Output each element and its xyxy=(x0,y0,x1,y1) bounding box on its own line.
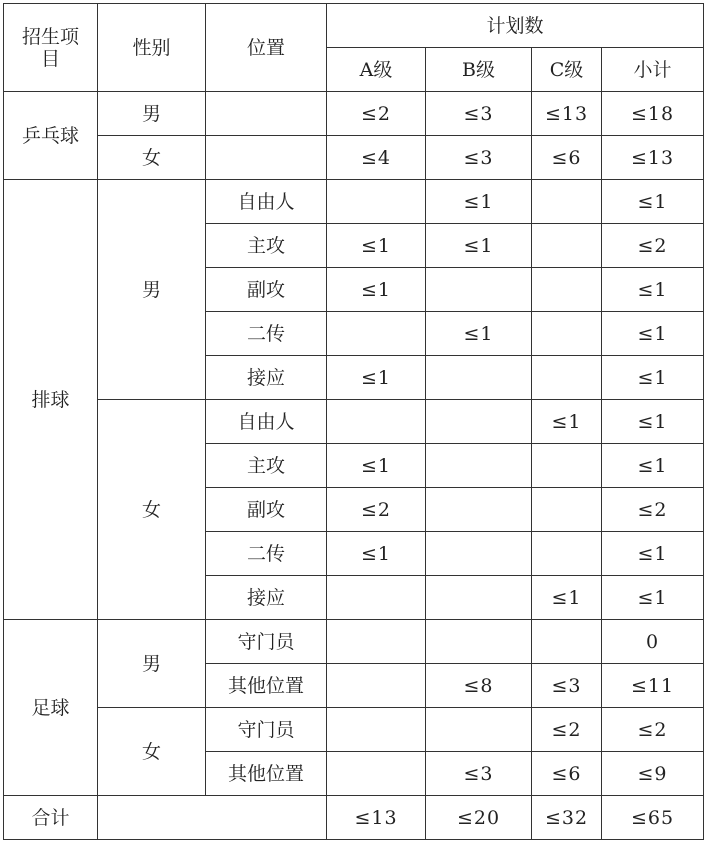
level-c-cell: ≤6 xyxy=(532,752,602,796)
gender-cell: 女 xyxy=(98,708,206,796)
subtotal-cell: ≤1 xyxy=(602,180,704,224)
subtotal-cell: ≤1 xyxy=(602,400,704,444)
header-project: 招生项目 xyxy=(4,4,98,92)
table-row xyxy=(4,136,704,180)
subtotal-cell: ≤2 xyxy=(602,488,704,532)
position-cell: 接应 xyxy=(206,356,327,400)
header-level-b: B级 xyxy=(426,48,532,92)
level-b-cell xyxy=(426,620,532,664)
gender-cell: 女 xyxy=(98,400,206,620)
subtotal-cell: ≤2 xyxy=(602,224,704,268)
level-a-cell: ≤2 xyxy=(327,488,426,532)
total-label: 合计 xyxy=(4,796,98,840)
level-c-cell: ≤2 xyxy=(532,708,602,752)
level-a-cell xyxy=(327,180,426,224)
position-cell: 副攻 xyxy=(206,268,327,312)
total-subtotal: ≤65 xyxy=(602,796,704,840)
level-c-cell: ≤6 xyxy=(532,136,602,180)
level-a-cell xyxy=(327,708,426,752)
subtotal-cell: ≤1 xyxy=(602,268,704,312)
gender-cell: 女 xyxy=(98,136,206,180)
level-b-cell xyxy=(426,356,532,400)
enrollment-plan-table xyxy=(3,3,704,840)
total-level-c: ≤32 xyxy=(532,796,602,840)
subtotal-cell: 0 xyxy=(602,620,704,664)
level-a-cell: ≤1 xyxy=(327,268,426,312)
gender-cell: 男 xyxy=(98,180,206,400)
subtotal-cell: ≤1 xyxy=(602,444,704,488)
level-b-cell xyxy=(426,576,532,620)
level-b-cell: ≤3 xyxy=(426,752,532,796)
position-cell: 接应 xyxy=(206,576,327,620)
header-level-a: A级 xyxy=(327,48,426,92)
level-c-cell xyxy=(532,268,602,312)
level-c-cell xyxy=(532,356,602,400)
level-b-cell: ≤3 xyxy=(426,136,532,180)
total-level-a: ≤13 xyxy=(327,796,426,840)
header-level-c: C级 xyxy=(532,48,602,92)
level-b-cell xyxy=(426,268,532,312)
level-b-cell xyxy=(426,532,532,576)
level-a-cell xyxy=(327,752,426,796)
position-cell: 二传 xyxy=(206,532,327,576)
level-a-cell xyxy=(327,400,426,444)
level-a-cell xyxy=(327,576,426,620)
position-cell: 守门员 xyxy=(206,620,327,664)
level-c-cell xyxy=(532,532,602,576)
level-c-cell xyxy=(532,224,602,268)
position-cell xyxy=(206,136,327,180)
gender-cell: 男 xyxy=(98,620,206,708)
level-a-cell: ≤1 xyxy=(327,532,426,576)
position-cell: 自由人 xyxy=(206,180,327,224)
position-cell: 主攻 xyxy=(206,224,327,268)
subtotal-cell: ≤13 xyxy=(602,136,704,180)
level-a-cell xyxy=(327,620,426,664)
table-row xyxy=(4,92,704,136)
level-b-cell: ≤1 xyxy=(426,180,532,224)
table-row xyxy=(4,400,704,444)
position-cell: 二传 xyxy=(206,312,327,356)
subtotal-cell: ≤1 xyxy=(602,356,704,400)
level-b-cell xyxy=(426,444,532,488)
sport-name-volleyball: 排球 xyxy=(4,180,98,620)
position-cell: 其他位置 xyxy=(206,664,327,708)
level-a-cell: ≤4 xyxy=(327,136,426,180)
level-a-cell: ≤1 xyxy=(327,356,426,400)
level-a-cell xyxy=(327,312,426,356)
subtotal-cell: ≤18 xyxy=(602,92,704,136)
header-gender: 性别 xyxy=(98,4,206,92)
sport-name-pingpong: 乒乓球 xyxy=(4,92,98,180)
level-c-cell: ≤1 xyxy=(532,576,602,620)
level-c-cell xyxy=(532,312,602,356)
level-c-cell: ≤13 xyxy=(532,92,602,136)
header-row xyxy=(4,4,704,48)
total-row xyxy=(4,796,704,840)
subtotal-cell: ≤11 xyxy=(602,664,704,708)
position-cell: 主攻 xyxy=(206,444,327,488)
level-b-cell: ≤1 xyxy=(426,224,532,268)
subtotal-cell: ≤1 xyxy=(602,312,704,356)
header-subtotal: 小计 xyxy=(602,48,704,92)
level-c-cell xyxy=(532,180,602,224)
subtotal-cell: ≤1 xyxy=(602,532,704,576)
position-cell: 其他位置 xyxy=(206,752,327,796)
level-c-cell xyxy=(532,488,602,532)
position-cell: 副攻 xyxy=(206,488,327,532)
position-cell xyxy=(206,92,327,136)
subtotal-cell: ≤1 xyxy=(602,576,704,620)
subtotal-cell: ≤9 xyxy=(602,752,704,796)
header-plan: 计划数 xyxy=(327,4,704,48)
level-b-cell xyxy=(426,708,532,752)
level-a-cell: ≤2 xyxy=(327,92,426,136)
table-row xyxy=(4,180,704,224)
total-level-b: ≤20 xyxy=(426,796,532,840)
total-empty-cell xyxy=(98,796,327,840)
level-b-cell: ≤8 xyxy=(426,664,532,708)
level-c-cell xyxy=(532,444,602,488)
gender-cell: 男 xyxy=(98,92,206,136)
level-b-cell xyxy=(426,400,532,444)
table-row xyxy=(4,708,704,752)
level-c-cell: ≤3 xyxy=(532,664,602,708)
level-c-cell xyxy=(532,620,602,664)
level-c-cell: ≤1 xyxy=(532,400,602,444)
position-cell: 自由人 xyxy=(206,400,327,444)
level-b-cell xyxy=(426,488,532,532)
header-position: 位置 xyxy=(206,4,327,92)
level-a-cell: ≤1 xyxy=(327,444,426,488)
sport-name-football: 足球 xyxy=(4,620,98,796)
table-row xyxy=(4,620,704,664)
level-a-cell xyxy=(327,664,426,708)
level-b-cell: ≤3 xyxy=(426,92,532,136)
level-a-cell: ≤1 xyxy=(327,224,426,268)
subtotal-cell: ≤2 xyxy=(602,708,704,752)
level-b-cell: ≤1 xyxy=(426,312,532,356)
position-cell: 守门员 xyxy=(206,708,327,752)
